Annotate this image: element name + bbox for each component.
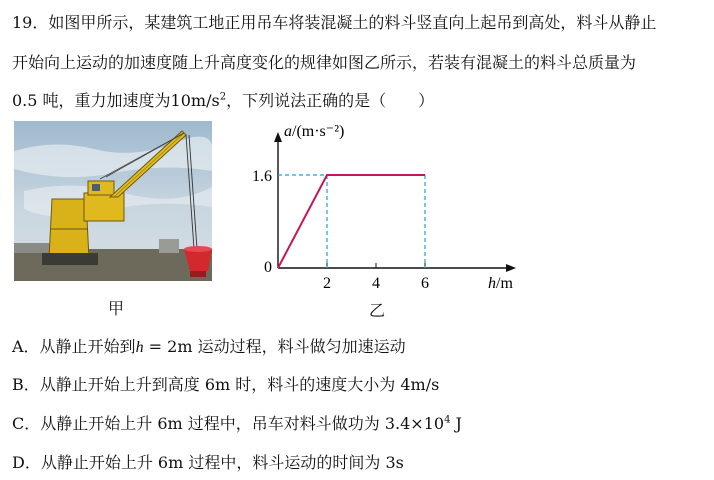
- x-tick-label: 4: [372, 275, 380, 292]
- option-d[interactable]: D．从静止开始上升 6m 过程中，料斗运动的时间为 3s: [12, 453, 404, 472]
- question-line-1: 19．如图甲所示，某建筑工地正用吊车将装混凝土的料斗竖直向上起吊到高处，料斗从静止: [12, 13, 657, 32]
- option-b[interactable]: B．从静止开始上升到高度 6m 时，料斗的速度大小为 4m/s: [12, 375, 440, 394]
- x-tick-label: 2: [323, 275, 331, 292]
- y-axis-label: a/(m·s⁻²): [284, 123, 345, 140]
- graph-labels: [252, 123, 513, 292]
- y-axis-arrow: [274, 132, 282, 142]
- option-a-rest: = 2m 运动过程，料斗做匀加速运动: [143, 337, 406, 356]
- y-tick-label: 1.6: [252, 168, 272, 185]
- option-a-var: h: [135, 339, 144, 356]
- question-line-2: 开始向上运动的加速度随上升高度变化的规律如图乙所示，若装有混凝土的料斗总质量为: [12, 53, 637, 72]
- question-line-3-end: ，下列说法正确的是（ ）: [226, 91, 435, 110]
- graph-series: [278, 175, 425, 268]
- option-a-prefix: A．从静止开始到: [12, 337, 136, 356]
- option-c-unit: J: [450, 414, 462, 433]
- x-tick-label: 6: [421, 275, 429, 292]
- gravity-exponent: 2: [219, 91, 227, 103]
- option-c-exponent: 4: [444, 414, 451, 426]
- dashed-guides: [278, 175, 425, 268]
- x-axis-label: h/m: [488, 275, 513, 292]
- crane-photo: [14, 121, 212, 281]
- question-line-3-start: 0.5 吨，重力加速度为: [12, 91, 171, 110]
- caption-photo: 甲: [108, 299, 125, 318]
- caption-graph: 乙: [369, 301, 386, 320]
- origin-label: 0: [264, 259, 272, 276]
- gravity-value: 10m/s: [170, 91, 220, 110]
- acceleration-height-graph: [240, 112, 530, 302]
- option-a[interactable]: [12, 334, 406, 357]
- acceleration-line: [278, 175, 425, 268]
- question-line-3: [12, 88, 434, 111]
- graph-axes: [274, 132, 516, 272]
- option-c[interactable]: [12, 411, 462, 434]
- x-axis-arrow: [506, 264, 516, 272]
- option-c-text: C．从静止开始上升 6m 过程中，吊车对料斗做功为 3.4×10: [12, 414, 445, 433]
